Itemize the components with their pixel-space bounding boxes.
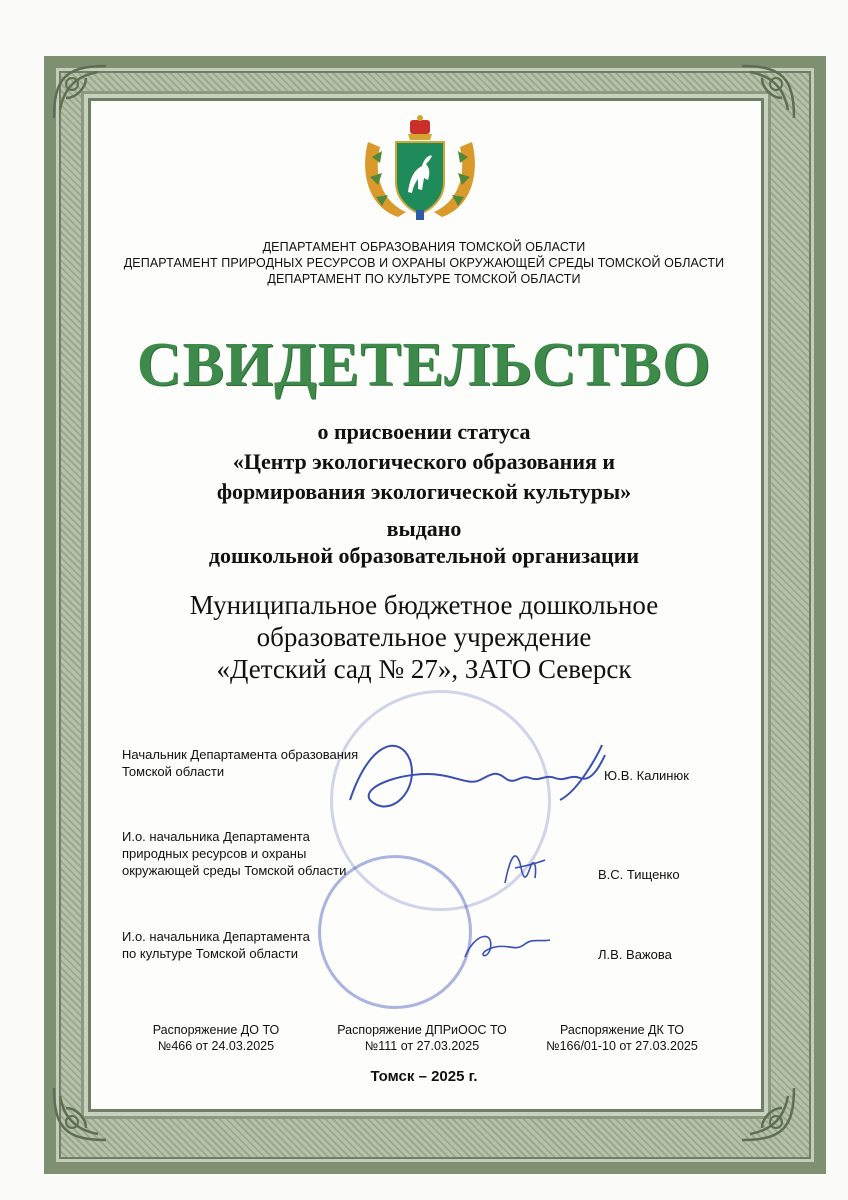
organization-name-line: «Детский сад № 27», ЗАТО Северск <box>216 654 632 684</box>
organization-name-line: образовательное учреждение <box>256 622 592 652</box>
status-line: формирования экологической культуры» <box>216 479 632 504</box>
signature <box>455 922 555 967</box>
issued-to-label: выдано <box>386 516 462 541</box>
corner-ornament <box>732 58 802 128</box>
corner-ornament <box>46 58 116 128</box>
signatory-name: В.С. Тищенко <box>598 867 680 882</box>
order-reference: Распоряжение ДК ТО №166/01-10 от 27.03.2025 <box>546 1023 698 1053</box>
signature <box>495 838 555 898</box>
signatory-name: Ю.В. Калинюк <box>604 768 689 783</box>
order-reference: Распоряжение ДПРиООС ТО №111 от 27.03.2025 <box>337 1023 507 1053</box>
signatory-position: Начальник Департамента образования Томской области <box>122 747 359 779</box>
signatory-position: И.о. начальника Департамента по культуре Томской области <box>122 929 310 961</box>
status-line: о присвоении статуса <box>317 419 531 444</box>
signatory-name: Л.В. Важова <box>598 947 672 962</box>
place-and-year: Томск – 2025 г. <box>370 1068 478 1085</box>
status-line: «Центр экологического образования и <box>232 449 616 474</box>
recipient-type: дошкольной образовательной организации <box>208 543 640 568</box>
organization-name-line: Муниципальное бюджетное дошкольное <box>189 590 659 620</box>
signatory-position: И.о. начальника Департамента природных ресурсов и охраны окружающей среды Томской области <box>122 829 347 878</box>
tomsk-region-coat-of-arms <box>358 112 482 224</box>
corner-ornament <box>732 1078 802 1148</box>
signature <box>330 730 620 825</box>
order-reference: Распоряжение ДО ТО №466 от 24.03.2025 <box>152 1023 280 1053</box>
corner-ornament <box>46 1078 116 1148</box>
certificate-title: СВИДЕТЕЛЬСТВО <box>136 331 712 399</box>
department-culture: ДЕПАРТАМЕНТ ПО КУЛЬТУРЕ ТОМСКОЙ ОБЛАСТИ <box>267 272 581 286</box>
department-natural-resources: ДЕПАРТАМЕНТ ПРИРОДНЫХ РЕСУРСОВ И ОХРАНЫ ОКРУЖАЮЩЕЙ СРЕДЫ ТОМСКОЙ ОБЛАСТИ <box>123 256 725 270</box>
department-education: ДЕПАРТАМЕНТ ОБРАЗОВАНИЯ ТОМСКОЙ ОБЛАСТИ <box>262 240 586 254</box>
